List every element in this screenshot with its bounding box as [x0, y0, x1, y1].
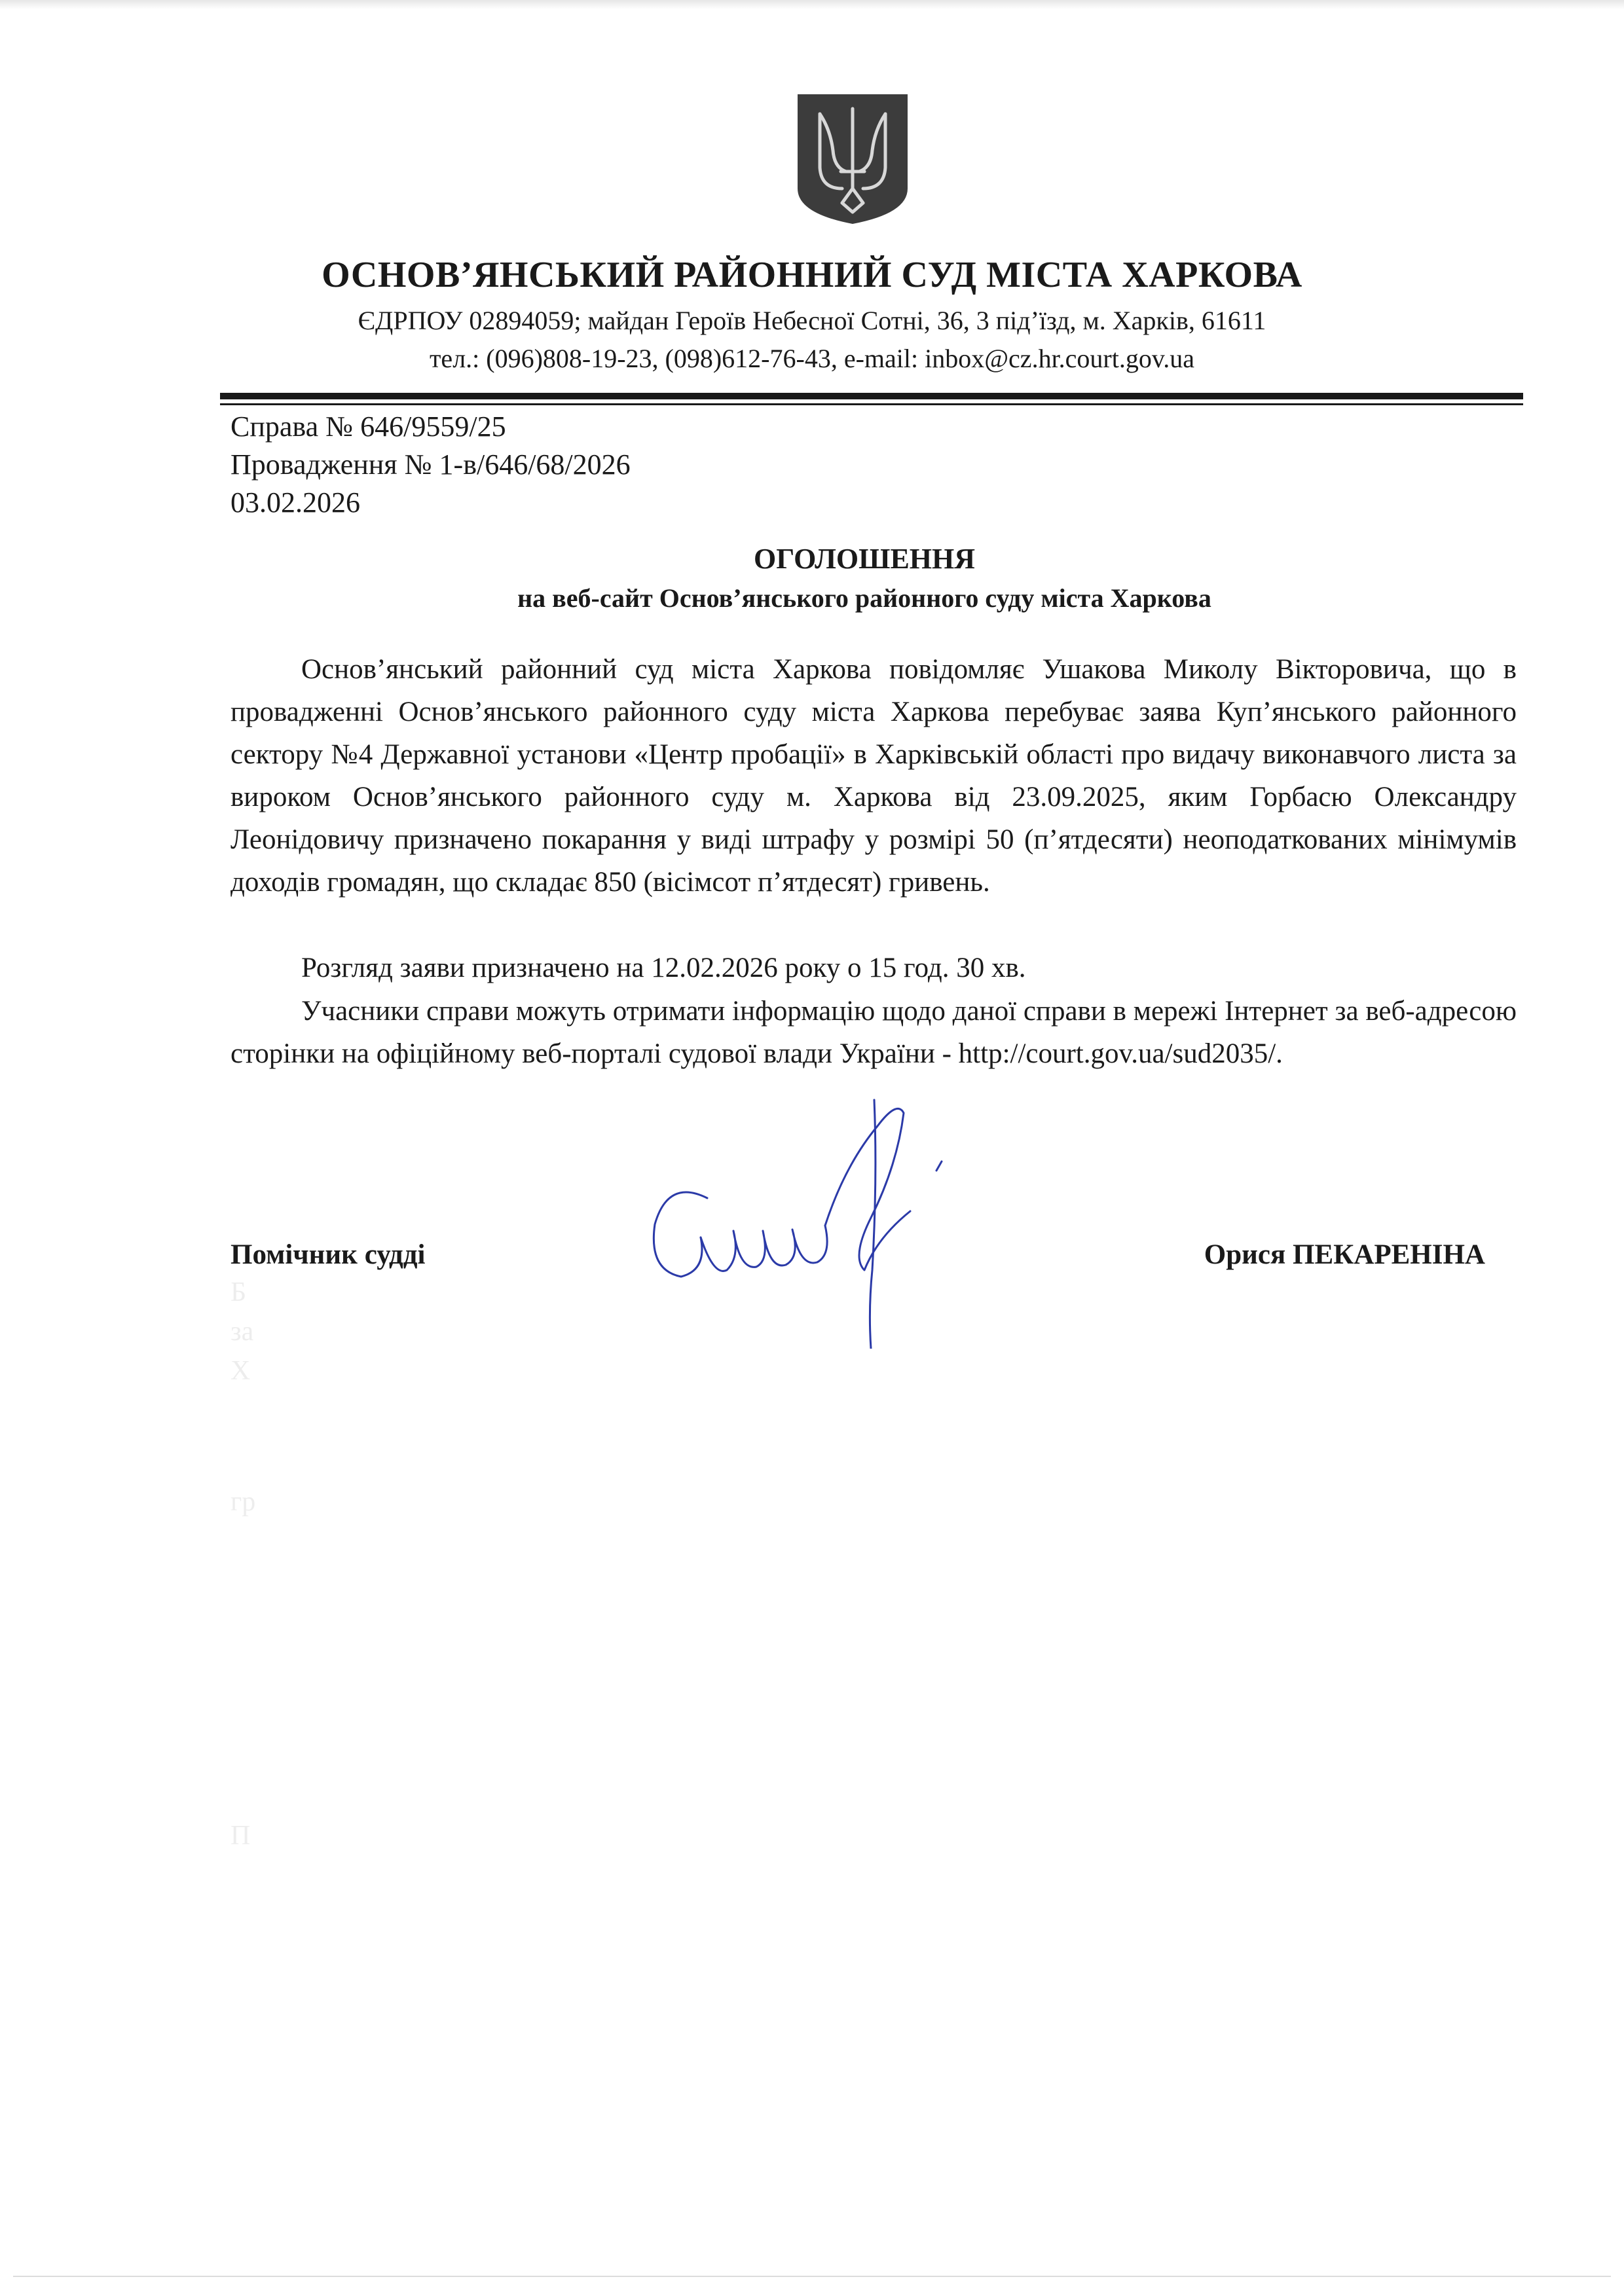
show-through-artifact: П: [231, 1821, 251, 1851]
scan-edge: [0, 0, 1624, 9]
proceeding-number: Провадження № 1-в/646/68/2026: [231, 448, 631, 481]
header-divider-thin: [220, 403, 1523, 405]
show-through-artifact: гр: [231, 1487, 256, 1517]
document-date: 03.02.2026: [231, 486, 360, 519]
court-contacts: тел.: (096)808-19-23, (098)612-76-43, e-mail: inbox@cz.hr.court.gov.ua: [429, 344, 1195, 373]
signatory-name: Орися ПЕКАРЕНІНА: [1204, 1239, 1485, 1270]
announcement-paragraph-3: [231, 990, 1517, 1075]
announcement-paragraph-2: Розгляд заяви призначено на 12.02.2026 року о 15 год. 30 хв.: [301, 953, 1026, 983]
handwritten-signature: [629, 1074, 995, 1349]
court-portal-link[interactable]: http://court.gov.ua/sud2035/.: [958, 1038, 1283, 1069]
show-through-artifact: за: [231, 1317, 254, 1347]
show-through-artifact: Х: [231, 1356, 251, 1386]
paragraph-3-text: Учасники справи можуть отримати інформацію щодо даної справи в мережі Інтернет за веб-адресою сторінки на офіційному веб-порталі судової влади України -: [231, 996, 1517, 1069]
court-address: ЄДРПОУ 02894059; майдан Героїв Небесної Сотні, 36, 3 під’їзд, м. Харків, 61611: [358, 306, 1266, 335]
scan-edge: [13, 2276, 1611, 2277]
announcement-paragraph-1: Основ’янський районний суд міста Харкова повідомляє Ушакова Миколу Вікторовича, що в провадженні Основ’янського районного суду міста Харкова перебуває заява Куп’янського районного сектору №4 Державної установи «Центр пробації» в Харківській області про видачу виконавчого листа за вироком Основ’янського районного суду м. Харкова від 23.09.2025, яким Горбасю Олександру Леонідовичу призначено покарання у виді штрафу у розмірі 50 (п’ятдесяти) неоподаткованих мінімумів доходів громадян, що складає 850 (вісімсот п’ятдесят) гривень.: [231, 654, 1517, 898]
court-name: ОСНОВ’ЯНСЬКИЙ РАЙОННИЙ СУД МІСТА ХАРКОВА: [322, 255, 1302, 295]
announcement-title: ОГОЛОШЕННЯ: [753, 543, 976, 575]
header-divider-thick: [220, 393, 1523, 399]
announcement-subtitle: на веб-сайт Основ’янського районного суду міста Харкова: [517, 583, 1211, 613]
case-number: Справа № 646/9559/25: [231, 410, 506, 443]
trident-coat-of-arms-icon: [794, 90, 912, 227]
signatory-role: Помічник судді: [231, 1239, 426, 1270]
show-through-artifact: Б: [231, 1277, 247, 1307]
